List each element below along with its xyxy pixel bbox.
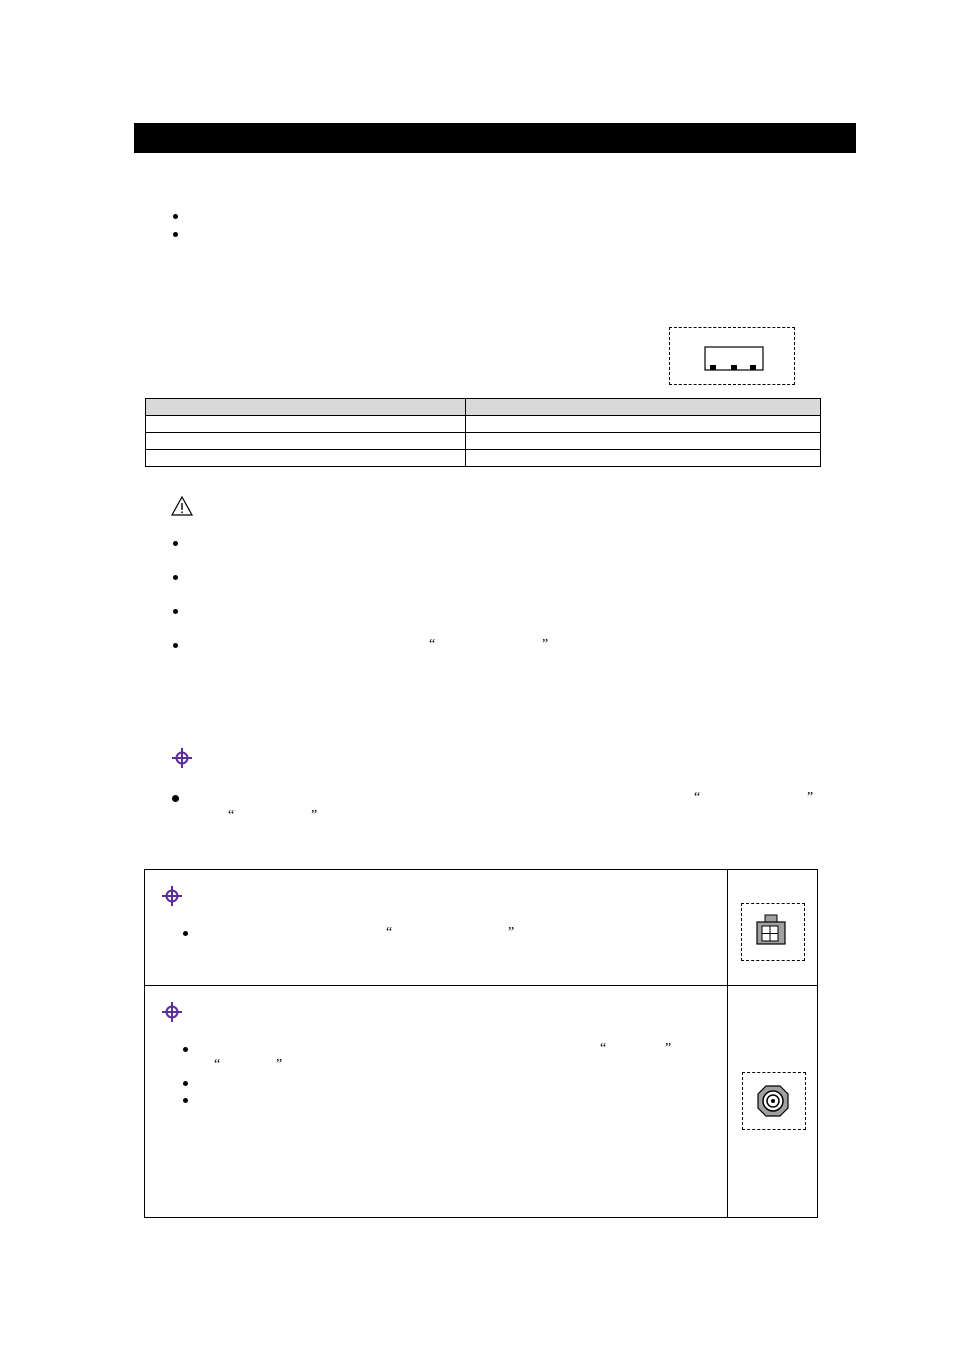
panel2-bullet-2 bbox=[183, 1081, 188, 1086]
panel2-bullet-3 bbox=[183, 1098, 188, 1103]
panel-divider-horizontal bbox=[144, 985, 818, 986]
open-quote: “ bbox=[386, 925, 393, 940]
table-row bbox=[146, 450, 821, 467]
crosshair-target-icon bbox=[161, 885, 183, 907]
table-cell bbox=[146, 433, 466, 450]
table-header-cell bbox=[146, 399, 466, 416]
four-pin-plug-figure bbox=[741, 903, 805, 961]
three-pin-connector-icon bbox=[670, 328, 793, 383]
caution-bullet-4 bbox=[173, 643, 178, 648]
open-quote: “ bbox=[214, 1057, 221, 1072]
caution-bullet-2 bbox=[173, 575, 178, 580]
crosshair-target-icon bbox=[171, 747, 193, 769]
open-quote: “ bbox=[228, 808, 235, 823]
round-jack-figure bbox=[742, 1072, 806, 1130]
table-cell bbox=[466, 450, 821, 467]
warning-triangle-icon bbox=[170, 495, 194, 517]
open-quote: “ bbox=[694, 790, 701, 805]
intro-bullet-2 bbox=[173, 232, 178, 237]
pin-assignment-table bbox=[145, 398, 821, 467]
table-cell bbox=[466, 433, 821, 450]
close-quote: ” bbox=[508, 925, 515, 940]
note-bullet-1 bbox=[172, 795, 179, 802]
caution-bullet-1 bbox=[173, 541, 178, 546]
open-quote: “ bbox=[429, 637, 436, 652]
table-cell bbox=[466, 416, 821, 433]
table-header-row bbox=[146, 399, 821, 416]
close-quote: ” bbox=[311, 808, 318, 823]
panel1-bullet-1 bbox=[183, 931, 188, 936]
panel-divider-vertical bbox=[727, 869, 728, 1218]
caution-bullet-3 bbox=[173, 609, 178, 614]
table-cell bbox=[146, 450, 466, 467]
close-quote: ” bbox=[542, 637, 549, 652]
close-quote: ” bbox=[807, 790, 814, 805]
three-pin-connector-figure bbox=[669, 327, 795, 385]
open-quote: “ bbox=[600, 1041, 607, 1056]
table-cell bbox=[146, 416, 466, 433]
table-header-cell bbox=[466, 399, 821, 416]
section-header-bar bbox=[134, 123, 856, 153]
close-quote: ” bbox=[276, 1057, 283, 1072]
crosshair-target-icon bbox=[161, 1001, 183, 1023]
connector-info-panel bbox=[144, 869, 818, 1218]
four-pin-plug-icon bbox=[742, 904, 803, 959]
intro-bullet-1 bbox=[173, 214, 178, 219]
panel2-bullet-1 bbox=[183, 1047, 188, 1052]
table-row bbox=[146, 416, 821, 433]
table-row bbox=[146, 433, 821, 450]
round-jack-icon bbox=[743, 1073, 804, 1128]
close-quote: ” bbox=[665, 1041, 672, 1056]
